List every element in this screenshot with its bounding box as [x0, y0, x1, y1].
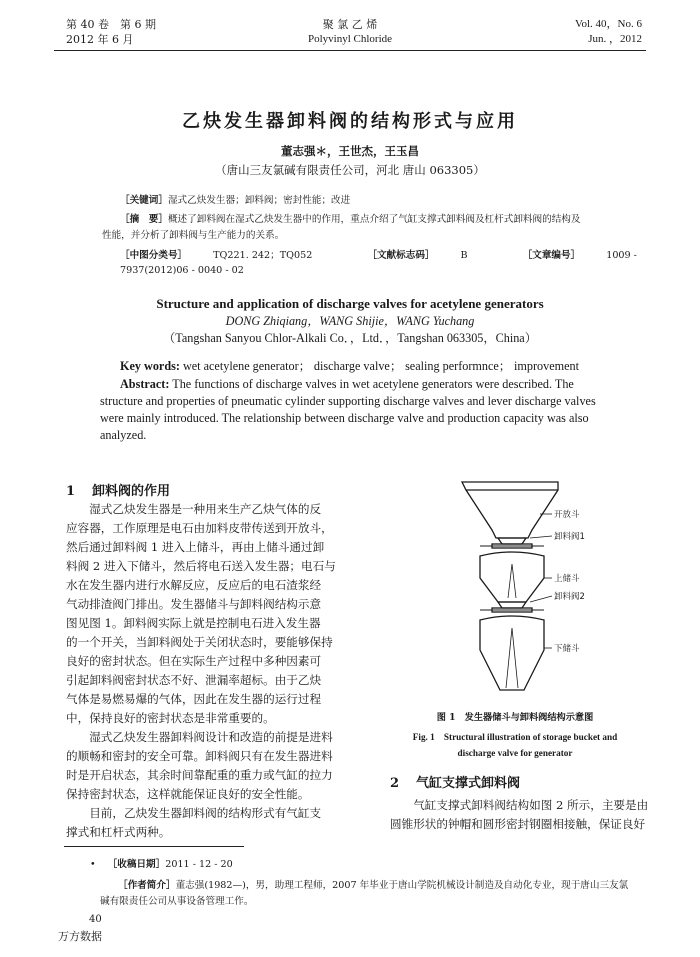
text-line: 然后通过卸料阀 1 进入上储斗，再由上储斗通过卸: [66, 540, 325, 554]
section-2-body: [390, 796, 670, 834]
section-number: 1: [66, 484, 76, 499]
keywords-label: ［关键词］: [120, 195, 168, 206]
section-1-body: [66, 500, 364, 842]
discharge-valve-1: [498, 538, 526, 544]
article-title-en: Structure and application of discharge valves for acetylene generators: [156, 296, 544, 311]
section-1-heading: [66, 480, 170, 499]
header-left: [66, 17, 156, 47]
affiliation-en: （Tangshan Sanyou Chlor-Alkali Co．，Ltd．，Tangshan 063305，China）: [163, 331, 537, 345]
text-line: 气缸支撑式卸料阀结构如图 2 所示，主要是由: [413, 798, 649, 812]
label-discharge-valve-2: 卸料阀2: [554, 592, 585, 602]
label-discharge-valve-1: 卸料阀1: [554, 532, 585, 542]
date-en: Jun. ，2012: [588, 33, 642, 45]
text-line: 料阀 2 进入下储斗，然后将电石送入发生器；电石与: [66, 559, 336, 573]
abstract-en-line: analyzed.: [100, 428, 147, 442]
section-number: 2: [390, 776, 400, 791]
author-bio-label: ［作者简介］: [118, 880, 176, 891]
received-label: ［收稿日期］: [107, 859, 166, 870]
label-upper-bucket: 上储斗: [554, 574, 580, 584]
page-number: 40: [89, 914, 102, 925]
footnote-rule: [64, 846, 244, 847]
abstract-cn: [120, 212, 660, 227]
clc-value: TQ221. 242；TQ052: [213, 250, 313, 261]
article-no-value: 1009 - 7937(2012)06 - 0040 - 02: [120, 250, 637, 276]
text-line: 时是开启状态，其余时间靠配重的重力或气缸的拉力: [66, 768, 333, 782]
date-cn: 2012 年 6 月: [66, 33, 134, 46]
label-lower-bucket: 下储斗: [554, 644, 580, 654]
abstract-en-line: were mainly introduced. The relationship between discharge valve and production capacity was also: [100, 411, 589, 425]
author-bio-line: 董志强(1982—)，男，助理工程师，2007 年毕业于唐山学院机械设计制造及自动化专业，现于唐山三友氯: [175, 880, 629, 891]
affiliation-cn: （唐山三友氯碱有限责任公司，河北 唐山 063305）: [215, 163, 485, 177]
text-line: 中，保持良好的密封状态是非常重要的。: [66, 711, 275, 725]
figure-1-caption-en-1: Fig. 1 Structural illustration of storage bucket and: [412, 732, 618, 742]
text-line: 湿式乙炔发生器是一种用来生产乙炔气体的反: [89, 502, 322, 516]
text-line: 水在发生器内进行水解反应，反应后的电石渣浆经: [66, 578, 322, 592]
abstract-label: ［摘 要］: [120, 214, 168, 225]
text-line: 气动排渣阀门排出。发生器储斗与卸料阀结构示意: [66, 597, 322, 611]
section-title: 气缸支撑式卸料阀: [416, 776, 521, 791]
abstract-en: [100, 376, 660, 444]
abstract-en-line: structure and properties of pneumatic cylinder supporting discharge valves and lever discharge valves: [100, 394, 596, 408]
authors-en: DONG Zhiqiang，WANG Shijie，WANG Yuchang: [225, 314, 475, 328]
received-value: 2011 - 12 - 20: [165, 859, 233, 870]
journal-name-en: Polyvinyl Chloride: [307, 33, 393, 45]
upper-storage-bucket: [480, 552, 544, 602]
abstract-line: 概述了卸料阀在湿式乙炔发生器中的作用，重点介绍了气缸支撑式卸料阀及杠杆式卸料阀的结构及: [167, 214, 581, 225]
watermark: 万方数据: [58, 930, 102, 943]
section-title: 卸料阀的作用: [92, 484, 171, 499]
header-rule: [54, 50, 646, 51]
text-line: 引起卸料阀密封状态不好、泄漏率超标。由于乙炔: [66, 673, 322, 687]
text-line: 图见图 1。卸料阀实际上就是控制电石进入发生器: [66, 616, 321, 630]
text-line: 撑式和杠杆式两种。: [66, 825, 171, 839]
volume-issue-en: Vol. 40，No. 6: [574, 18, 642, 30]
journal-name-cn: 聚 氯 乙 烯: [322, 18, 378, 31]
figure-1-caption-cn: 图 1 发生器储斗与卸料阀结构示意图: [436, 712, 594, 723]
keywords-text: 湿式乙炔发生器；卸料阀；密封性能；改进: [167, 195, 351, 206]
text-line: 气体是易燃易爆的气体，因此在发生器的运行过程: [66, 692, 322, 706]
text-line: 应容器，工作原理是电石由加料皮带传送到开放斗，: [66, 521, 333, 535]
header-right: [575, 17, 642, 47]
received-date: [90, 857, 233, 872]
keywords-en: [120, 358, 660, 375]
header-center: [250, 17, 450, 47]
keywords-cn: [120, 193, 655, 208]
text-line: 的一个开关，当卸料阀处于关闭状态时，要能够保持: [66, 635, 333, 649]
text-line: 的顺畅和密封的安全可靠。卸料阀只有在发生器进料: [66, 749, 333, 763]
bullet: •: [90, 859, 96, 870]
text-line: 湿式乙炔发生器卸料阀设计和改造的前提是进料: [89, 730, 333, 744]
figure-1-diagram: [440, 478, 620, 700]
figure-1-caption-en-2: discharge valve for generator: [457, 748, 573, 758]
section-2-heading: [390, 772, 520, 791]
text-line: 保持密封状态，这样就能保证良好的安全性能。: [66, 787, 310, 801]
article-no-label: ［文章编号］: [522, 250, 581, 261]
classification-row: [120, 248, 660, 278]
lower-storage-bucket: [480, 616, 544, 690]
keywords-en-label: Key words:: [120, 359, 180, 373]
text-line: 目前，乙炔发生器卸料阀的结构形式有气缸支: [89, 806, 322, 820]
abstract-en-line: The functions of discharge valves in wet acetylene generators were described. The: [172, 377, 574, 391]
author-bio-cont: 碱有限责任公司从事设备管理工作。: [100, 896, 254, 907]
keywords-en-text: wet acetylene generator； discharge valve； sealing performnce； improvement: [182, 359, 580, 373]
text-line: 良好的密封状态。但在实际生产过程中多种因素可: [66, 654, 322, 668]
clc-label: ［中图分类号］: [120, 250, 188, 261]
authors-cn: 董志强＊，王世杰，王玉昌: [281, 144, 419, 158]
doc-code-value: B: [460, 250, 468, 261]
author-bio: [118, 878, 658, 893]
discharge-valve-2: [498, 602, 526, 608]
abstract-en-label: Abstract:: [120, 377, 170, 391]
volume-issue-cn: 第 40 卷 第 6 期: [66, 18, 156, 31]
label-open-hopper: 开放斗: [554, 510, 580, 520]
abstract-cn-cont: 性能，并分析了卸料阀与生产能力的关系。: [102, 230, 285, 241]
article-title-cn: 乙炔发生器卸料阀的结构形式与应用: [182, 111, 518, 132]
text-line: 圆锥形状的钟帽和圆形密封钢圈相接触，保证良好: [390, 817, 646, 831]
doc-code-label: ［文献标志码］: [367, 250, 435, 261]
